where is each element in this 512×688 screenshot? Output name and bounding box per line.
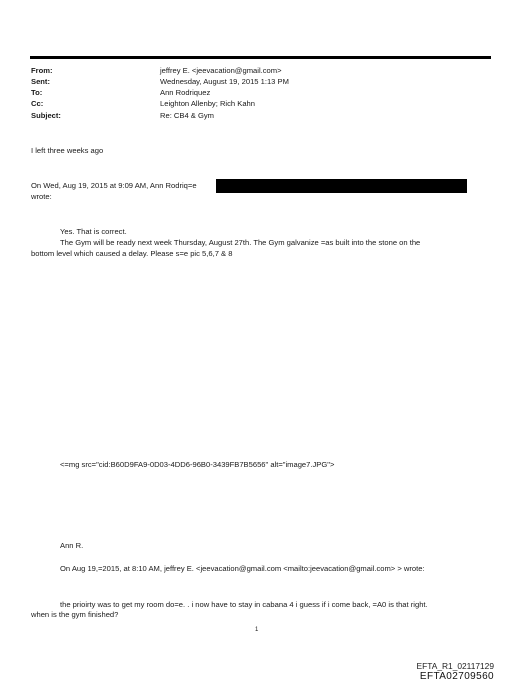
subject-value: Re: CB4 & Gym [160,111,215,120]
quote2-intro: On Aug 19,=2015, at 8:10 AM, jeffrey E. <jeevacation@gmail.com <mailto:jeevacation@gmail.com> > wrote: [60,564,425,573]
sent-value: Wednesday, August 19, 2015 1:13 PM [160,77,289,86]
header-rule [30,56,491,59]
bates-number-1: EFTA_R1_02117129 [416,661,494,671]
from-value: jeffrey E. <jeevacation@gmail.com> [160,66,282,75]
to-value: Ann Rodriquez [160,88,211,97]
image-tag-text: <=mg src="cid:B60D9FA9-0D03-4DD6-96B0-3439FB7B5656" alt="image7.JPG"> [60,460,335,469]
reply-line-2: The Gym will be ready next week Thursday, August 27th. The Gym galvanize =as built into the stone on the [60,238,421,247]
cc-value: Leighton Allenby; Rich Kahn [160,99,255,108]
from-label: From: [31,66,53,75]
body-line-1: I left three weeks ago [31,146,104,155]
subject-label: Subject: [31,111,61,120]
bates-number-2: EFTA02709560 [419,671,494,682]
redaction-bar [216,179,467,193]
quote-intro-line-2: wrote: [31,192,52,201]
cc-label: Cc: [31,99,44,108]
original-line-1: the prioirty was to get my room do=e. . i now have to stay in cabana 4 i guess if i come back, =A0 is that right. [60,600,428,609]
reply-line-3: bottom level which caused a delay. Please s=e pic 5,6,7 & 8 [31,249,233,258]
original-line-2: when is the gym finished? [31,610,119,619]
sent-label: Sent: [31,77,50,86]
reply-line-1: Yes. That is correct. [60,227,127,236]
quote-intro-line-1: On Wed, Aug 19, 2015 at 9:09 AM, Ann Rodriq=e [31,181,197,190]
page-number: 1 [255,627,259,633]
signature: Ann R. [60,541,84,550]
to-label: To: [31,88,43,97]
